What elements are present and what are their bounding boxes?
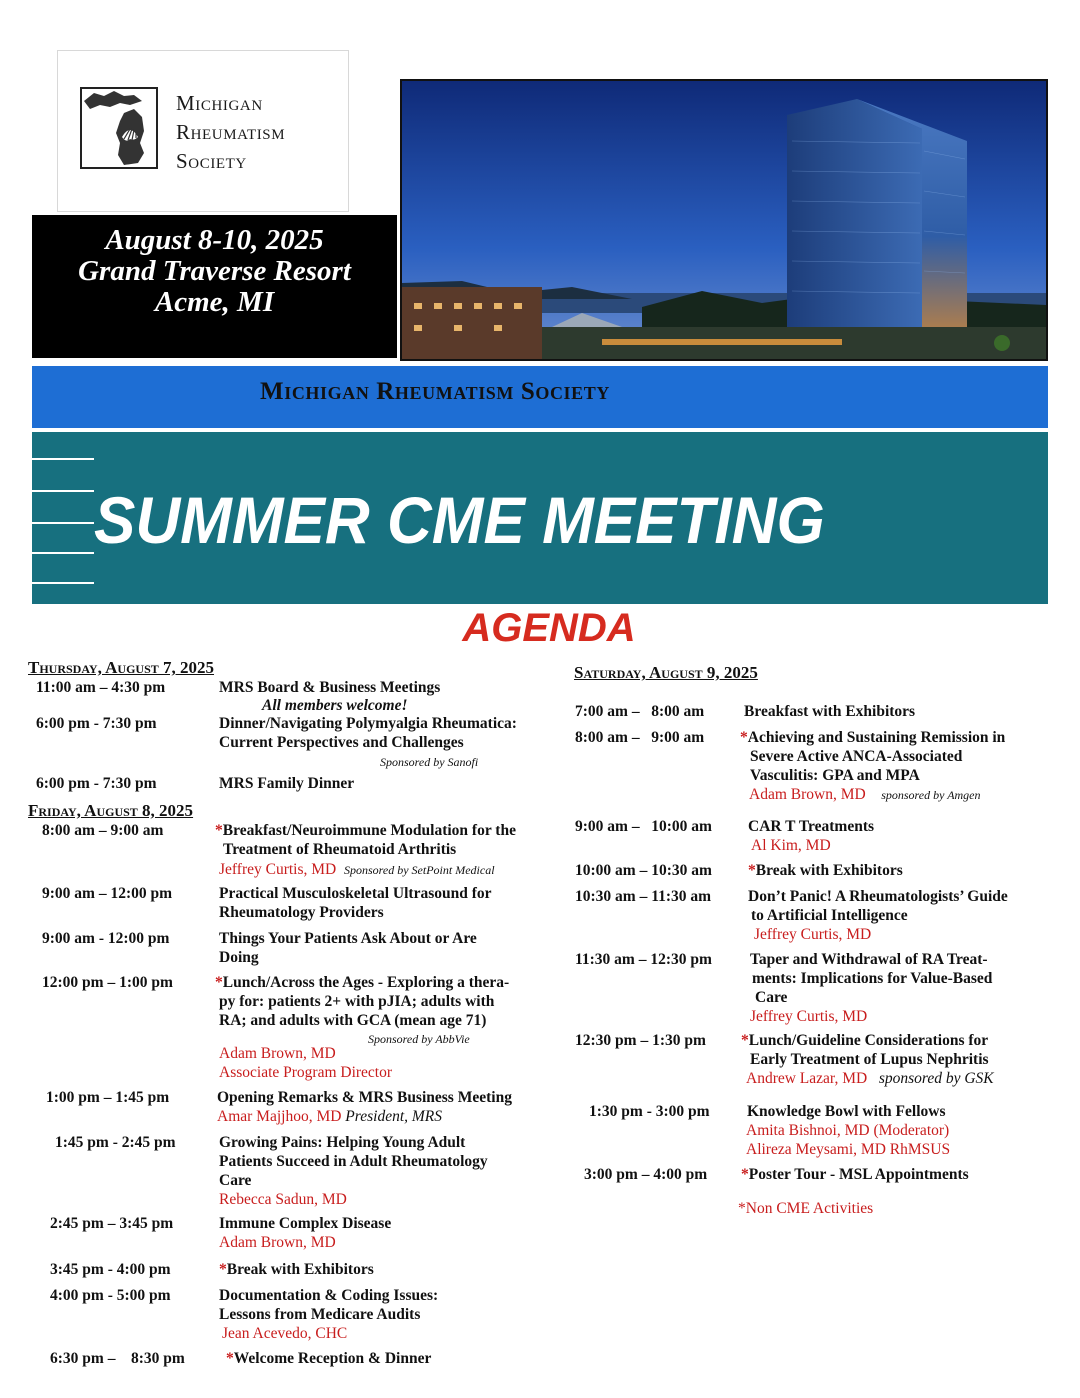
speaker-name: Andrew Lazar, MD: [746, 1070, 868, 1087]
meeting-banner: [32, 432, 1048, 604]
speaker-name: Al Kim, MD: [751, 837, 831, 854]
decor-line: [32, 582, 94, 584]
session-title: MRS Family Dinner: [219, 775, 355, 792]
session-title-line: Rheumatology Providers: [219, 904, 384, 921]
non-cme-asterisk: *: [741, 1032, 749, 1049]
society-logo: [57, 50, 349, 212]
session-time: 7:00 am – 8:00 am: [575, 703, 705, 720]
meeting-title: SUMMER CME MEETING: [94, 483, 825, 557]
michigan-map-logo-icon: [80, 87, 158, 169]
decor-line: [32, 522, 94, 524]
non-cme-asterisk: *: [215, 822, 223, 839]
speaker-name: Jean Acevedo, CHC: [222, 1325, 348, 1342]
speaker-name: Jeffrey Curtis, MD: [219, 861, 337, 878]
event-date-box: [32, 215, 397, 358]
speaker-name: Adam Brown, MD: [219, 1045, 336, 1062]
session-time: 12:00 pm – 1:00 pm: [42, 974, 173, 991]
session-title-line: ments: Implications for Value-Based: [752, 970, 993, 987]
sponsor-note: Sponsored by AbbVie: [368, 1032, 470, 1046]
session-title-line: Vasculitis: GPA and MPA: [750, 767, 920, 784]
speaker-name: Rebecca Sadun, MD: [219, 1191, 347, 1208]
sponsor-note: Sponsored by SetPoint Medical: [344, 863, 495, 877]
session-time: 6:00 pm - 7:30 pm: [36, 715, 157, 732]
speaker-name: Jeffrey Curtis, MD: [754, 926, 872, 943]
session-title: Opening Remarks & MRS Business Meeting: [217, 1089, 512, 1106]
non-cme-asterisk: *: [219, 1261, 227, 1278]
session-note: All members welcome!: [262, 697, 408, 714]
session-title: Break with Exhibitors: [226, 1261, 374, 1278]
session-title-line: to Artificial Intelligence: [751, 907, 908, 924]
session-time: 4:00 pm - 5:00 pm: [50, 1287, 171, 1304]
sponsor-note: Sponsored by Sanofi: [380, 755, 479, 769]
session-title-line: Taper and Withdrawal of RA Treat-: [750, 951, 988, 968]
session-time: 9:00 am - 12:00 pm: [42, 930, 170, 947]
speaker-name: Jeffrey Curtis, MD: [750, 1008, 868, 1025]
session-title: MRS Board & Business Meetings: [219, 679, 441, 696]
session-title-line: Dinner/Navigating Polymyalgia Rheumatica:: [219, 715, 517, 732]
session-title: Poster Tour - MSL Appointments: [748, 1166, 969, 1183]
session-title: Breakfast with Exhibitors: [744, 703, 916, 720]
session-time: 12:30 pm – 1:30 pm: [575, 1032, 706, 1049]
speaker-name: Alireza Meysami, MD RhMSUS: [746, 1141, 951, 1158]
decor-line: [32, 552, 94, 554]
society-name-bar: [32, 366, 1048, 428]
speaker-role: President, MRS: [345, 1108, 443, 1125]
event-venue: Grand Traverse Resort: [78, 255, 351, 287]
session-time: 3:45 pm - 4:00 pm: [50, 1261, 171, 1278]
session-time: 2:45 pm – 3:45 pm: [50, 1215, 174, 1232]
speaker-name: Adam Brown, MD: [219, 1234, 336, 1251]
non-cme-asterisk: *: [215, 974, 223, 991]
decor-line: [32, 490, 94, 492]
session-time: 6:00 pm - 7:30 pm: [36, 775, 157, 792]
session-title-line: Treatment of Rheumatoid Arthritis: [223, 841, 457, 858]
non-cme-footnote: *Non CME Activities: [738, 1200, 874, 1217]
session-time: 1:45 pm - 2:45 pm: [55, 1134, 176, 1151]
thursday-heading: Thursday, August 7, 2025: [28, 658, 215, 677]
society-name: Michigan Rheumatism Society: [260, 378, 610, 405]
session-time: 1:30 pm - 3:00 pm: [589, 1103, 710, 1120]
session-title-line: Documentation & Coding Issues:: [219, 1287, 439, 1304]
session-title: Break with Exhibitors: [755, 862, 903, 879]
session-title-line: py for: patients 2+ with pJIA; adults with: [219, 993, 495, 1010]
session-title-line: Doing: [219, 949, 259, 966]
non-cme-asterisk: *: [748, 862, 756, 879]
session-time: 1:00 pm – 1:45 pm: [46, 1089, 170, 1106]
session-time: 9:00 am – 12:00 pm: [42, 885, 173, 902]
event-dates: August 8-10, 2025: [105, 224, 324, 256]
speaker-name: Amar Majjhoo, MD: [217, 1108, 342, 1125]
friday-heading: Friday, August 8, 2025: [28, 801, 194, 820]
resort-photo: [400, 79, 1048, 361]
session-title-line: Patients Succeed in Adult Rheumatology: [219, 1153, 488, 1170]
session-title: Knowledge Bowl with Fellows: [747, 1103, 946, 1120]
session-title-line: Breakfast/Neuroimmune Modulation for the: [222, 822, 516, 839]
saturday-heading: Saturday, August 9, 2025: [574, 663, 758, 682]
session-title-line: Care: [219, 1172, 252, 1189]
logo-line-3: Society: [176, 149, 247, 173]
session-title-line: Early Treatment of Lupus Nephritis: [750, 1051, 989, 1068]
session-time: 3:00 pm – 4:00 pm: [584, 1166, 708, 1183]
logo-line-1: Michigan: [176, 91, 263, 115]
non-cme-asterisk: *: [226, 1350, 234, 1367]
session-title-line: Current Perspectives and Challenges: [219, 734, 464, 751]
session-time: 9:00 am – 10:00 am: [575, 818, 712, 835]
session-title: CAR T Treatments: [748, 818, 875, 835]
session-time: 6:30 pm – 8:30 pm: [50, 1350, 185, 1367]
logo-line-2: Rheumatism: [176, 120, 286, 144]
session-time: 10:00 am – 10:30 am: [575, 862, 712, 879]
session-title-line: Things Your Patients Ask About or Are: [219, 930, 477, 947]
agenda-heading: AGENDA: [462, 606, 636, 650]
session-title: Immune Complex Disease: [219, 1215, 392, 1232]
session-title-line: Don’t Panic! A Rheumatologists’ Guide: [748, 888, 1008, 905]
session-title-line: Growing Pains: Helping Young Adult: [219, 1134, 466, 1151]
speaker-role: Associate Program Director: [219, 1064, 393, 1081]
decor-line: [32, 458, 94, 460]
event-city: Acme, MI: [154, 286, 275, 318]
session-title-line: RA; and adults with GCA (mean age 71): [219, 1012, 487, 1029]
session-title-line: Achieving and Sustaining Remission in: [747, 729, 1006, 746]
non-cme-asterisk: *: [740, 729, 748, 746]
session-title-line: Practical Musculoskeletal Ultrasound for: [219, 885, 492, 902]
session-title-line: Lessons from Medicare Audits: [219, 1306, 421, 1323]
session-title-line: Care: [755, 989, 788, 1006]
session-title: Welcome Reception & Dinner: [233, 1350, 432, 1367]
resort-tower-image: [402, 81, 1046, 359]
session-title-line: Lunch/Guideline Considerations for: [748, 1032, 989, 1049]
sponsor-note: sponsored by GSK: [878, 1070, 994, 1087]
speaker-name: Amita Bishnoi, MD (Moderator): [746, 1122, 950, 1139]
session-time: 11:00 am – 4:30 pm: [36, 679, 166, 696]
session-time: 8:00 am – 9:00 am: [575, 729, 705, 746]
session-time: 8:00 am – 9:00 am: [42, 822, 164, 839]
session-title-line: Severe Active ANCA-Associated: [750, 748, 963, 765]
logo-wordmark: [176, 89, 285, 176]
non-cme-asterisk: *: [741, 1166, 749, 1183]
speaker-name: Adam Brown, MD: [749, 786, 866, 803]
session-time: 11:30 am – 12:30 pm: [575, 951, 712, 968]
session-title-line: Lunch/Across the Ages - Exploring a thera-: [222, 974, 510, 991]
sponsor-note: sponsored by Amgen: [881, 788, 981, 802]
session-time: 10:30 am – 11:30 am: [575, 888, 712, 905]
